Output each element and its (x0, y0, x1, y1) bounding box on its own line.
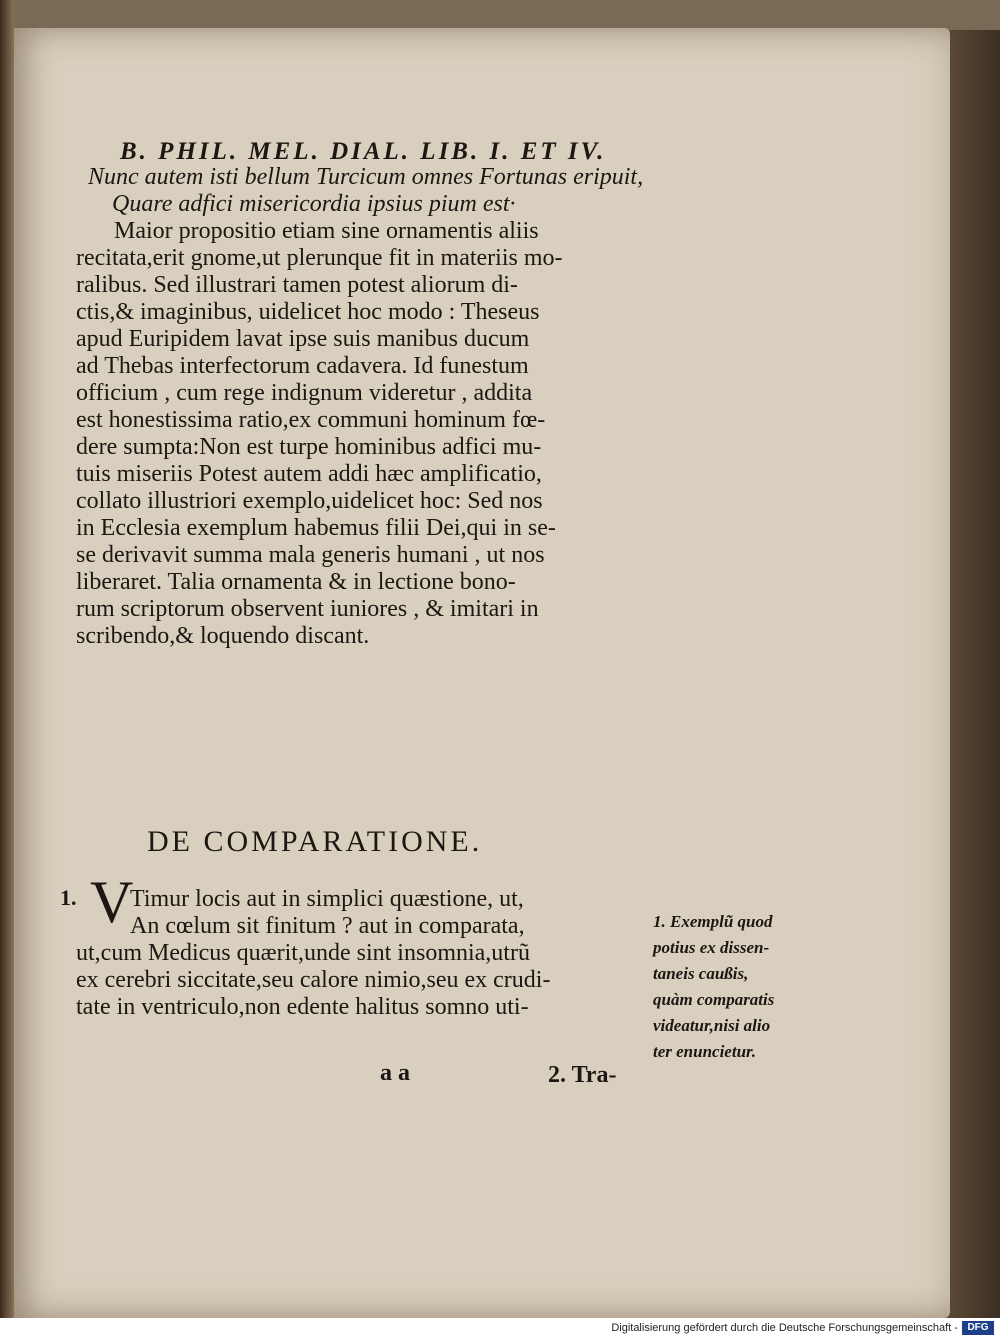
text-line: Nunc autem isti bellum Turcicum omnes Fortunas eripuit, (88, 164, 644, 190)
margin-note-line: quàm comparatis (653, 990, 775, 1009)
text-line: collato illustriori exemplo,uidelicet hoc: Sed nos (76, 488, 543, 514)
text-line: rum scriptorum observent iuniores , & imitari in (76, 596, 539, 622)
running-head: B. PHIL. MEL. DIAL. LIB. I. ET IV. (120, 138, 607, 165)
text-line: ctis,& imaginibus, uidelicet hoc modo : Theseus (76, 299, 540, 325)
text-line: ad Thebas interfectorum cadavera. Id funestum (76, 353, 529, 379)
initial-letter: V (90, 869, 134, 935)
text-line: liberaret. Talia ornamenta & in lectione bono- (76, 569, 516, 595)
text-line: Maior propositio etiam sine ornamentis aliis (114, 218, 539, 244)
catchword: 2. Tra- (548, 1062, 617, 1088)
margin-note-line: potius ex dissen- (653, 938, 770, 957)
section-marker: 1. (60, 885, 77, 910)
text-line: tuis miseriis Potest autem addi hæc amplificatio, (76, 461, 542, 487)
text-line: tate in ventriculo,non edente halitus somno uti- (76, 994, 529, 1020)
text-line: dere sumpta:Non est turpe hominibus adfici mu- (76, 434, 542, 460)
margin-note-line: ter enuncietur. (653, 1042, 756, 1061)
text-line: scribendo,& loquendo discant. (76, 623, 370, 649)
signature-mark: a a (380, 1060, 410, 1086)
text-line: ut,cum Medicus quærit,unde sint insomnia,utrũ (76, 940, 530, 966)
text-line: Timur locis aut in simplici quæstione, ut, (130, 886, 524, 912)
book-fore-edge (946, 30, 1000, 1318)
margin-note-line: taneis caußis, (653, 964, 749, 983)
text-line: ex cerebri siccitate,seu calore nimio,seu ex crudi- (76, 967, 551, 993)
dfg-footer-bar (0, 1318, 1000, 1338)
section-heading: DE COMPARATIONE. (147, 825, 483, 858)
text-line: recitata,erit gnome,ut plerunque fit in materiis mo- (76, 245, 563, 271)
text-line: officium , cum rege indignum videretur , addita (76, 380, 533, 406)
text-line: apud Euripidem lavat ipse suis manibus ducum (76, 326, 530, 352)
text-line: ralibus. Sed illustrari tamen potest aliorum di- (76, 272, 518, 298)
text-line: Quare adfici misericordia ipsius pium est· (112, 191, 516, 217)
margin-note-line: videatur,nisi alio (653, 1016, 771, 1035)
dfg-footer-text: Digitalisierung gefördert durch die Deutsche Forschungsgemeinschaft - (611, 1322, 958, 1334)
text-line: est honestissima ratio,ex communi hominum fœ- (76, 407, 546, 433)
dfg-logo: DFG (962, 1321, 994, 1335)
margin-note-line: 1. Exemplũ quod (653, 912, 773, 931)
book-spine-edge (0, 0, 14, 1318)
text-line: in Ecclesia exemplum habemus filii Dei,qui in se- (76, 515, 556, 541)
text-line: An cœlum sit finitum ? aut in comparata, (130, 913, 525, 939)
text-line: se derivavit summa mala generis humani , ut nos (76, 542, 545, 568)
